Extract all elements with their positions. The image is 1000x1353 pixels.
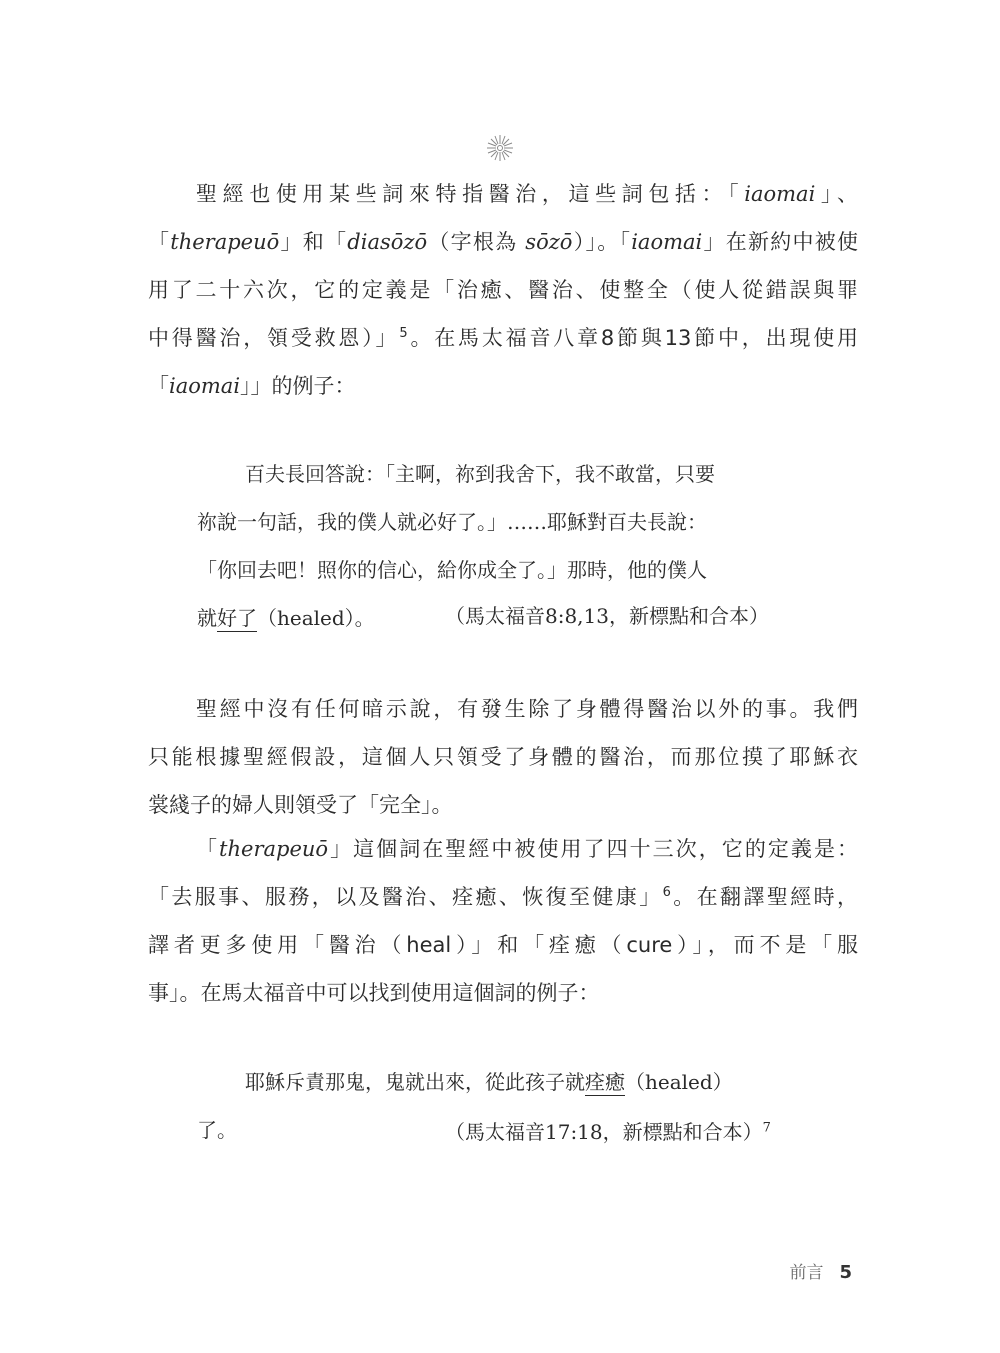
quote-line: 了。 xyxy=(197,1118,237,1142)
paragraph-therapeuo xyxy=(148,825,858,1017)
text-line: 「去服事、服務，以及醫治、痊癒、恢復至健康」$^6$。在翻譯聖經時， xyxy=(148,885,858,909)
paragraph-physical-healing xyxy=(148,685,858,829)
text-line: 用了二十六次，它的定義是「治癒、醫治、使整全（使人從錯誤與罪 xyxy=(148,278,858,302)
text-line: 只能根據聖經假設，這個人只領受了身體的醫治，而那位摸了耶穌衣 xyxy=(148,745,858,769)
text-line: 聖經也使用某些詞來特指醫治，這些詞包括：「iaomai」、 xyxy=(196,182,859,206)
flower-ornament-icon xyxy=(484,132,516,164)
quote-line: 「你回去吧！照你的信心，給你成全了。」那時，他的僕人 xyxy=(197,558,707,582)
section-label: 前言 xyxy=(789,1263,824,1283)
text-line: 「therapeuō」這個詞在聖經中被使用了四十三次，它的定義是： xyxy=(196,837,859,861)
text-line: 「therapeuō」和「diasōzō（字根為 sōzō）」。「iaomai」在新約中被使 xyxy=(148,230,859,254)
underlined-word: 痊癒 xyxy=(585,1070,625,1094)
page-footer xyxy=(789,1258,852,1283)
quote-line: 百夫長回答說：「主啊，祢到我舍下，我不敢當，只要 xyxy=(245,462,715,486)
footnote-ref: 5 xyxy=(399,326,408,341)
citation: （馬太福音8:8,13，新標點和合本） xyxy=(445,604,769,628)
footnote-ref: 7 xyxy=(762,1120,771,1136)
quote-line: 耶穌斥責那鬼，鬼就出來，從此孩子就痊癒（healed） xyxy=(245,1070,733,1094)
paragraph-healing-words xyxy=(148,170,858,410)
text-line: 譯者更多使用「醫治（heal）」和「痊癒（cure）」，而不是「服 xyxy=(148,933,858,957)
citation: （馬太福音17:18，新標點和合本）$^7$ xyxy=(445,1120,771,1144)
text-line: 事」。在馬太福音中可以找到使用這個詞的例子： xyxy=(148,981,600,1005)
underlined-word: 好了 xyxy=(217,606,257,630)
text-line: 中得醫治，領受救恩）」$^5$。在馬太福音八章8節與13節中，出現使用 xyxy=(148,326,859,350)
text-line: 「iaomai」」的例子： xyxy=(148,374,356,398)
quote-line: 就好了（healed）。 xyxy=(197,606,375,630)
footnote-ref: 6 xyxy=(662,885,671,900)
text-line: 裳綫子的婦人則領受了「完全」。 xyxy=(148,793,453,817)
quote-line: 祢說一句話，我的僕人就必好了。」……耶穌對百夫長說： xyxy=(197,510,707,534)
page-number: 5 xyxy=(839,1262,852,1283)
text-line: 聖經中沒有任何暗示說，有發生除了身體得醫治以外的事。我們 xyxy=(196,697,858,721)
